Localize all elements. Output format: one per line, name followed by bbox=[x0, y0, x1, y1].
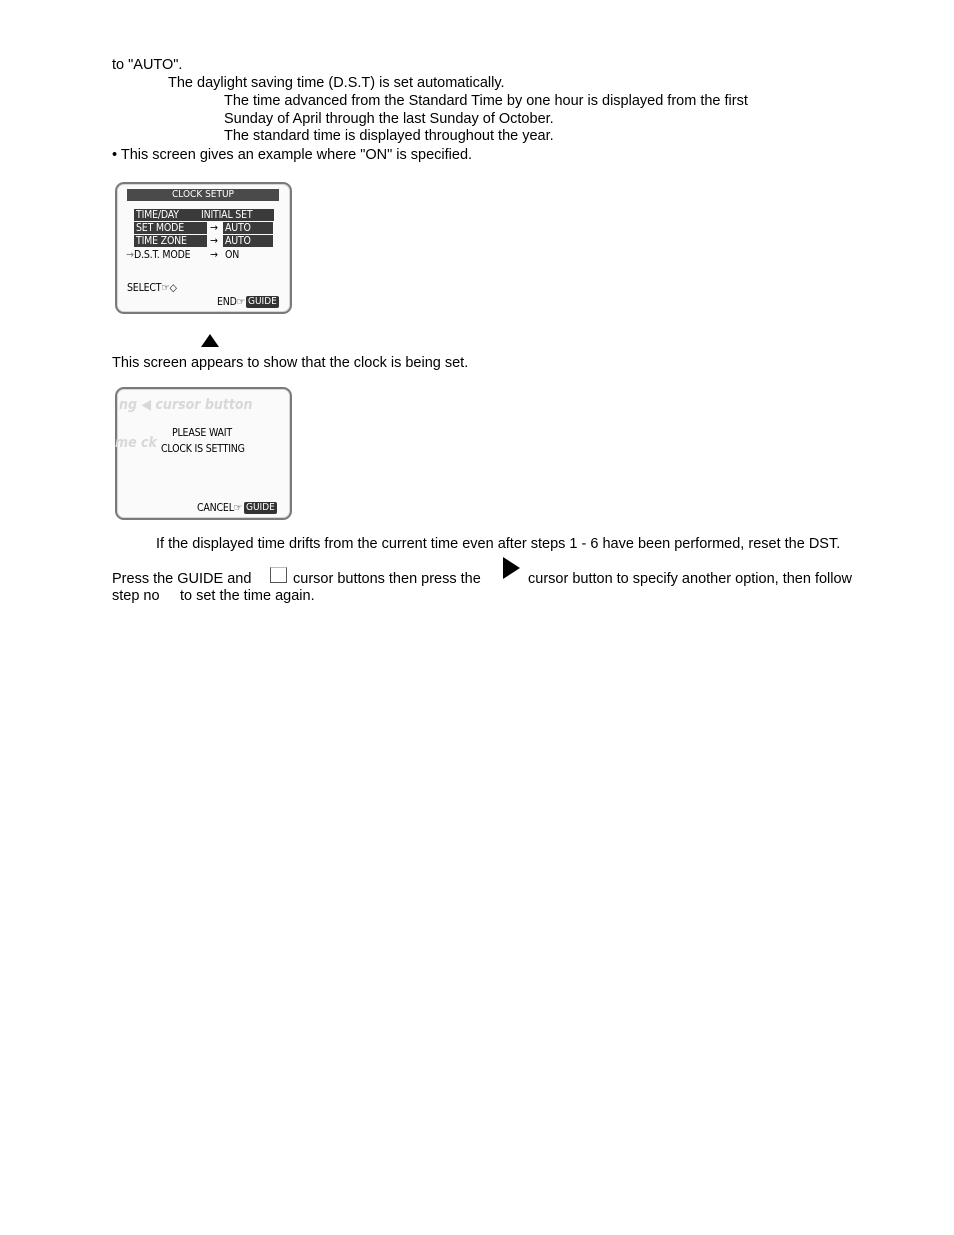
cancel-label: CANCEL bbox=[197, 502, 234, 514]
hand-icon: ☞ bbox=[233, 502, 243, 514]
cancel-hint bbox=[197, 502, 242, 514]
row-label: TIME ZONE bbox=[134, 235, 207, 247]
text-line: cursor buttons then press the bbox=[293, 571, 481, 587]
row-arrow: → bbox=[210, 222, 218, 234]
row-label: SET MODE bbox=[134, 222, 207, 234]
ghost-text: me ck bbox=[115, 435, 157, 451]
text-line: cursor button to specify another option, then follow bbox=[528, 571, 853, 587]
screen-title: CLOCK SETUP bbox=[127, 189, 279, 201]
text-line: The time advanced from the Standard Time by one hour is displayed from the first bbox=[224, 93, 748, 109]
triangle-up-icon bbox=[201, 334, 219, 347]
text-line: step no bbox=[112, 588, 160, 604]
clock-setup-screen bbox=[115, 182, 292, 314]
hand-icon: ☞ bbox=[236, 296, 245, 308]
row-arrow: → bbox=[210, 235, 218, 247]
row-value: AUTO bbox=[223, 222, 273, 234]
text-line: The standard time is displayed throughout the year. bbox=[224, 128, 554, 144]
wait-message: PLEASE WAIT bbox=[172, 427, 232, 439]
text-line: to set the time again. bbox=[180, 588, 315, 604]
cursor-down-icon bbox=[270, 567, 287, 583]
hand-icon: ☞ bbox=[161, 282, 170, 294]
please-wait-screen bbox=[115, 387, 292, 520]
row-value: ON bbox=[225, 249, 240, 261]
end-hint bbox=[217, 296, 245, 308]
header-left: TIME/DAY bbox=[136, 209, 179, 221]
text-line: If the displayed time drifts from the current time even after steps 1 - 6 have been performed, reset the DST. bbox=[156, 536, 841, 552]
text-line: Press the GUIDE and bbox=[112, 571, 252, 587]
row-value: AUTO bbox=[223, 235, 273, 247]
setting-message: CLOCK IS SETTING bbox=[161, 443, 245, 455]
row-label: D.S.T. MODE bbox=[134, 249, 191, 261]
text-line: • This screen gives an example where "ON" is specified. bbox=[112, 147, 473, 163]
row-marker: → bbox=[126, 249, 134, 261]
end-label: END bbox=[217, 296, 237, 308]
dial-icon: ◇ bbox=[169, 282, 177, 294]
header-right: INITIAL SET bbox=[201, 209, 253, 221]
select-label: SELECT bbox=[127, 282, 162, 294]
triangle-right-icon bbox=[503, 557, 520, 579]
select-hint bbox=[127, 282, 177, 294]
text-line: This screen appears to show that the clock is being set. bbox=[112, 355, 469, 371]
text-line: Sunday of April through the last Sunday of October. bbox=[224, 111, 554, 127]
ghost-text: ng ◀ cursor button bbox=[119, 397, 253, 413]
text-line: to "AUTO". bbox=[112, 57, 183, 73]
text-line: The daylight saving time (D.S.T) is set automatically. bbox=[168, 75, 505, 91]
guide-badge: GUIDE bbox=[248, 296, 277, 307]
row-arrow: → bbox=[210, 249, 218, 261]
guide-badge: GUIDE bbox=[246, 502, 275, 513]
